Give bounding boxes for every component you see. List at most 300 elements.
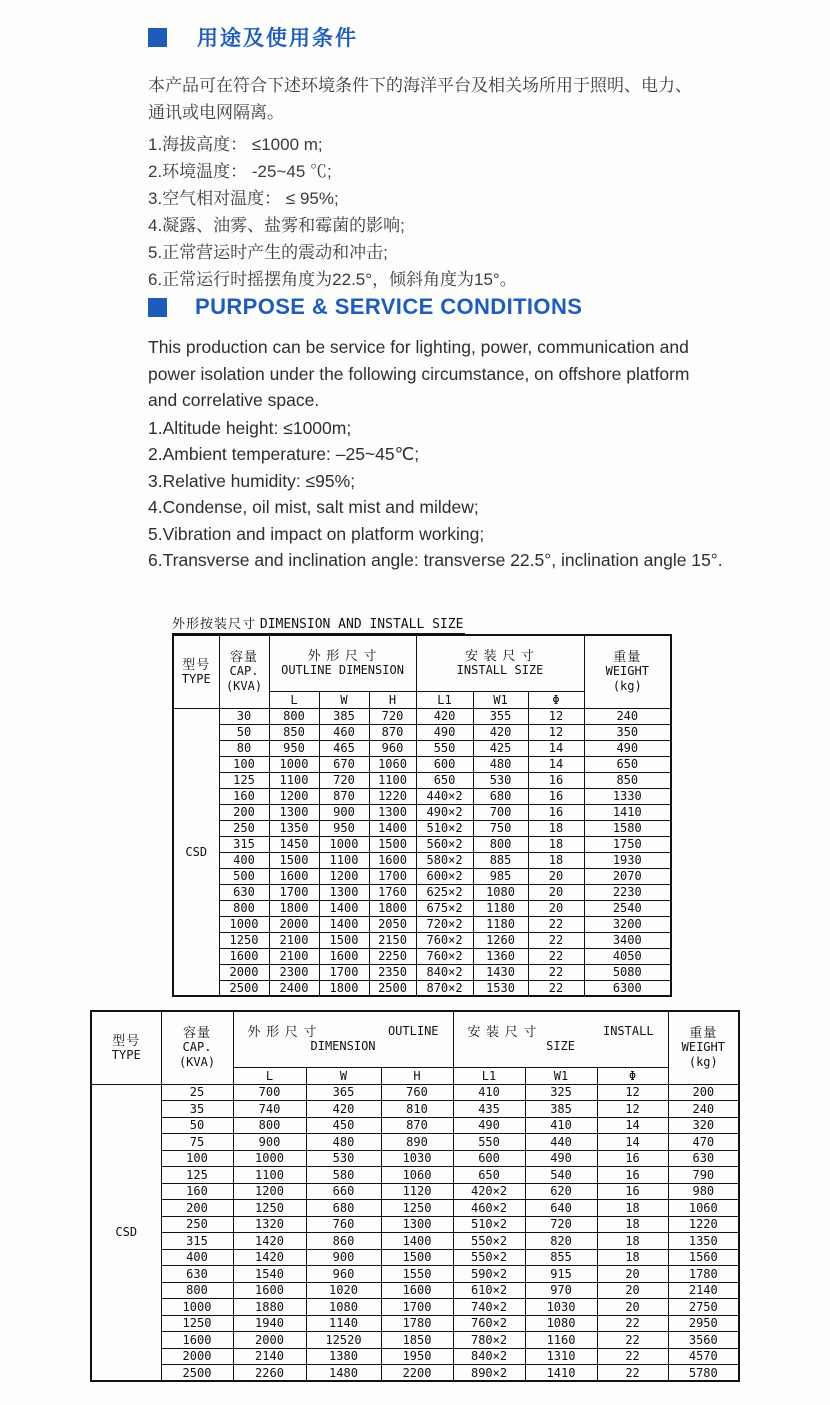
- table-cell: 440×2: [416, 788, 473, 804]
- table-cell: 365: [306, 1084, 381, 1101]
- table-cell: 470: [668, 1134, 739, 1151]
- table-cell: 22: [528, 916, 584, 932]
- table-cell: 650: [584, 756, 671, 772]
- table-row: [91, 1183, 739, 1200]
- table-cell: 840×2: [453, 1348, 525, 1365]
- table-cell: 1700: [381, 1299, 453, 1316]
- table-cell: 1600: [319, 948, 369, 964]
- table-cell: 890×2: [453, 1365, 525, 1382]
- table-cell: 720: [525, 1216, 597, 1233]
- table-cell: 1030: [525, 1299, 597, 1316]
- table-cell: 1500: [269, 852, 319, 868]
- table-cell: 1200: [269, 788, 319, 804]
- dimension-table-1: [172, 615, 672, 997]
- table-cell: 20: [528, 868, 584, 884]
- table-cell: 970: [525, 1282, 597, 1299]
- table-cell: 680: [306, 1200, 381, 1217]
- table-cell: 780×2: [453, 1332, 525, 1349]
- col-header-install: 安 装 尺 寸 INSTALL SIZE: [453, 1011, 668, 1067]
- table-cell: 410: [453, 1084, 525, 1101]
- table-cell: 870: [319, 788, 369, 804]
- table-cell: 885: [473, 852, 528, 868]
- table-row: [173, 900, 671, 916]
- table-cell: 720×2: [416, 916, 473, 932]
- table-row: [91, 1117, 739, 1134]
- table-row: [91, 1315, 739, 1332]
- table-cell: 800: [219, 900, 269, 916]
- table-row: [91, 1348, 739, 1365]
- table-cell: 1560: [668, 1249, 739, 1266]
- table-cell: 1950: [381, 1348, 453, 1365]
- table-cell: 820: [525, 1233, 597, 1250]
- table-row: [173, 964, 671, 980]
- table-cell: 2500: [219, 980, 269, 996]
- table-cell: 12520: [306, 1332, 381, 1349]
- table-row: [173, 836, 671, 852]
- table-row: [173, 740, 671, 756]
- table1-body: [173, 708, 671, 996]
- col-header-H: H: [381, 1067, 453, 1084]
- table-cell: 22: [528, 948, 584, 964]
- table-cell: 22: [528, 964, 584, 980]
- col-header-weight: 重量 WEIGHT (kg): [668, 1011, 739, 1084]
- table-cell: 420×2: [453, 1183, 525, 1200]
- section-title-cn: 用途及使用条件: [197, 27, 358, 50]
- table-cell: 760×2: [416, 932, 473, 948]
- col-header-capacity: 容量 CAP. (KVA): [219, 635, 269, 708]
- table-cell: 490: [525, 1150, 597, 1167]
- col-header-W: W: [319, 691, 369, 708]
- table-cell: 800: [161, 1282, 233, 1299]
- section-heading-en: [148, 294, 788, 320]
- table-cell: 2100: [269, 948, 319, 964]
- table-cell: 1220: [369, 788, 416, 804]
- table-row: [173, 788, 671, 804]
- table-cell: 1080: [306, 1299, 381, 1316]
- table-cell: 1780: [668, 1266, 739, 1283]
- table-cell: 400: [219, 852, 269, 868]
- table-row: [91, 1167, 739, 1184]
- table-cell: 1350: [269, 820, 319, 836]
- table-row: [91, 1101, 739, 1118]
- table-row: [173, 772, 671, 788]
- table-cell: 1080: [473, 884, 528, 900]
- table-cell: 1080: [525, 1315, 597, 1332]
- table-cell: 750: [473, 820, 528, 836]
- table-cell: 1530: [473, 980, 528, 996]
- table-cell: 1260: [473, 932, 528, 948]
- table2-body: [91, 1084, 739, 1381]
- table-cell: 250: [161, 1216, 233, 1233]
- text-line: 2.环境温度： -25~45 ℃;: [148, 162, 332, 181]
- table-cell: 1500: [319, 932, 369, 948]
- table-cell: 2230: [584, 884, 671, 900]
- table-cell: 2150: [369, 932, 416, 948]
- table-cell: 960: [306, 1266, 381, 1283]
- table-cell: 75: [161, 1134, 233, 1151]
- table-cell: 50: [161, 1117, 233, 1134]
- table-row: [173, 756, 671, 772]
- table-cell: 100: [161, 1150, 233, 1167]
- table-cell: 1400: [319, 900, 369, 916]
- table-cell: 1000: [219, 916, 269, 932]
- table-row: [173, 852, 671, 868]
- table-cell: 490: [453, 1117, 525, 1134]
- col-header-weight: 重量 WEIGHT (kg): [584, 635, 671, 708]
- table-cell: 385: [525, 1101, 597, 1118]
- section-heading-cn: [148, 22, 748, 52]
- table-cell: 1600: [381, 1282, 453, 1299]
- table-cell: 20: [597, 1299, 668, 1316]
- col-header-W1: W1: [473, 691, 528, 708]
- text-line: 3.Relative humidity: ≤95%;: [148, 470, 356, 491]
- table-cell: 1140: [306, 1315, 381, 1332]
- table-cell: 125: [161, 1167, 233, 1184]
- table-cell: 560×2: [416, 836, 473, 852]
- table-cell: 490: [584, 740, 671, 756]
- table-cell: 18: [597, 1233, 668, 1250]
- table-cell: 16: [528, 788, 584, 804]
- table-cell: 1540: [233, 1266, 306, 1283]
- table-cell: 550×2: [453, 1233, 525, 1250]
- section-purpose-cn: [148, 22, 748, 293]
- table-row: [91, 1282, 739, 1299]
- table-cell: 18: [597, 1216, 668, 1233]
- table-cell: 1000: [269, 756, 319, 772]
- table-cell: 14: [528, 740, 584, 756]
- type-label-cell: CSD: [173, 708, 219, 996]
- table-row: [91, 1266, 739, 1283]
- table-cell: 18: [597, 1200, 668, 1217]
- table-cell: 1220: [668, 1216, 739, 1233]
- table-cell: 650: [453, 1167, 525, 1184]
- table-cell: 1180: [473, 916, 528, 932]
- table-row: [91, 1134, 739, 1151]
- table-cell: 600: [453, 1150, 525, 1167]
- table-cell: 870×2: [416, 980, 473, 996]
- table-cell: 450: [306, 1117, 381, 1134]
- text-line: and correlative space.: [148, 390, 320, 410]
- table-cell: 640: [525, 1200, 597, 1217]
- table-cell: 800: [473, 836, 528, 852]
- table-cell: 530: [473, 772, 528, 788]
- table-cell: 400: [161, 1249, 233, 1266]
- table-cell: 855: [525, 1249, 597, 1266]
- table-cell: 30: [219, 708, 269, 724]
- table-cell: 12: [597, 1084, 668, 1101]
- table-cell: 2000: [233, 1332, 306, 1349]
- table-cell: 1420: [233, 1233, 306, 1250]
- table-cell: 1120: [381, 1183, 453, 1200]
- table-cell: 630: [219, 884, 269, 900]
- table-cell: 980: [668, 1183, 739, 1200]
- text-line: 4.凝露、油雾、盐雾和霉菌的影响;: [148, 216, 405, 235]
- table-cell: 630: [668, 1150, 739, 1167]
- table-cell: 2750: [668, 1299, 739, 1316]
- table-row: [91, 1249, 739, 1266]
- table-cell: 200: [668, 1084, 739, 1101]
- table-cell: 1100: [369, 772, 416, 788]
- table-cell: 680: [473, 788, 528, 804]
- dimension-table-2: [90, 1010, 738, 1382]
- table-cell: 2300: [269, 964, 319, 980]
- table-cell: 2250: [369, 948, 416, 964]
- table-row: [91, 1216, 739, 1233]
- table-row: [173, 948, 671, 964]
- table-cell: 1780: [381, 1315, 453, 1332]
- table-cell: 1700: [369, 868, 416, 884]
- table-cell: 22: [597, 1332, 668, 1349]
- table-cell: 22: [528, 980, 584, 996]
- table-cell: 1060: [668, 1200, 739, 1217]
- table-row: [91, 1299, 739, 1316]
- table-cell: 1420: [233, 1249, 306, 1266]
- table-cell: 6300: [584, 980, 671, 996]
- table-cell: 4050: [584, 948, 671, 964]
- text-line: 通讯或电网隔离。: [148, 103, 284, 122]
- table-cell: 760: [381, 1084, 453, 1101]
- table-cell: 315: [219, 836, 269, 852]
- table-cell: 14: [597, 1134, 668, 1151]
- text-line: 6.正常运行时摇摆角度为22.5°，倾斜角度为15°。: [148, 270, 517, 289]
- table-cell: 700: [473, 804, 528, 820]
- table-cell: 2140: [233, 1348, 306, 1365]
- table-cell: 1030: [381, 1150, 453, 1167]
- table-cell: 420: [306, 1101, 381, 1118]
- col-header-capacity: 容量 CAP. (KVA): [161, 1011, 233, 1084]
- table-cell: 760×2: [453, 1315, 525, 1332]
- table-cell: 440: [525, 1134, 597, 1151]
- table-cell: 2350: [369, 964, 416, 980]
- col-header-W: W: [306, 1067, 381, 1084]
- table-cell: 1200: [233, 1183, 306, 1200]
- table-cell: 950: [269, 740, 319, 756]
- text-line: This production can be service for lighting, power, communication and: [148, 337, 689, 357]
- table1-title: [172, 615, 465, 634]
- table-cell: 550: [416, 740, 473, 756]
- table-cell: 1850: [381, 1332, 453, 1349]
- text-line: 5.Vibration and impact on platform working;: [148, 523, 485, 544]
- blue-square-bullet-icon: [148, 298, 167, 317]
- text-line: power isolation under the following circumstance, on offshore platform: [148, 363, 690, 384]
- table-cell: 1100: [269, 772, 319, 788]
- table-cell: 550: [453, 1134, 525, 1151]
- table-cell: 1000: [319, 836, 369, 852]
- table-cell: 14: [528, 756, 584, 772]
- section-title-en: PURPOSE & SERVICE CONDITIONS: [195, 294, 583, 319]
- table-cell: 160: [219, 788, 269, 804]
- table-cell: 1880: [233, 1299, 306, 1316]
- table-cell: 1410: [584, 804, 671, 820]
- text-line: 3.空气相对温度： ≤ 95%;: [148, 189, 339, 208]
- table-cell: 1020: [306, 1282, 381, 1299]
- table-cell: 12: [528, 708, 584, 724]
- table-cell: 800: [233, 1117, 306, 1134]
- table-cell: 420: [416, 708, 473, 724]
- table-cell: 240: [584, 708, 671, 724]
- table-cell: 16: [597, 1150, 668, 1167]
- col-header-type: 型号 TYPE: [91, 1011, 161, 1084]
- table-cell: 18: [528, 820, 584, 836]
- text-line: 1.海拔高度： ≤1000 m;: [148, 135, 323, 154]
- table-cell: 800: [269, 708, 319, 724]
- table-cell: 1500: [381, 1249, 453, 1266]
- table-cell: 1320: [233, 1216, 306, 1233]
- table-cell: 16: [528, 772, 584, 788]
- table-row: [173, 820, 671, 836]
- table-cell: 460: [319, 724, 369, 740]
- table-cell: 900: [319, 804, 369, 820]
- table-row: [91, 1084, 739, 1101]
- table-cell: 960: [369, 740, 416, 756]
- text-line: 4.Condense, oil mist, salt mist and mildew;: [148, 497, 479, 517]
- table-cell: 1600: [219, 948, 269, 964]
- table-cell: 1480: [306, 1365, 381, 1382]
- table-cell: 490×2: [416, 804, 473, 820]
- table-cell: 550×2: [453, 1249, 525, 1266]
- type-label-cell: CSD: [91, 1084, 161, 1381]
- table-cell: 600×2: [416, 868, 473, 884]
- table-cell: 480: [306, 1134, 381, 1151]
- table-cell: 810: [381, 1101, 453, 1118]
- table-cell: 18: [597, 1249, 668, 1266]
- table-cell: 5780: [668, 1365, 739, 1382]
- blue-square-bullet-icon: [148, 28, 167, 47]
- table-cell: 700: [233, 1084, 306, 1101]
- table-cell: 2200: [381, 1365, 453, 1382]
- col-header-H: H: [369, 691, 416, 708]
- col-header-outline: 外 形 尺 寸 OUTLINE DIMENSION: [233, 1011, 453, 1067]
- table-cell: 2260: [233, 1365, 306, 1382]
- table-cell: 2000: [269, 916, 319, 932]
- table-cell: 22: [597, 1348, 668, 1365]
- table-cell: 985: [473, 868, 528, 884]
- table-cell: 4570: [668, 1348, 739, 1365]
- table-cell: 580: [306, 1167, 381, 1184]
- table-cell: 600: [416, 756, 473, 772]
- table-cell: 20: [528, 884, 584, 900]
- table-row: [91, 1332, 739, 1349]
- table-cell: 650: [416, 772, 473, 788]
- table-cell: 1580: [584, 820, 671, 836]
- table-row: [173, 724, 671, 740]
- table-cell: 3560: [668, 1332, 739, 1349]
- col-header-phi: Φ: [528, 691, 584, 708]
- table-cell: 200: [161, 1200, 233, 1217]
- table-cell: 1400: [319, 916, 369, 932]
- table-row: [91, 1150, 739, 1167]
- table-cell: 740: [233, 1101, 306, 1118]
- table-cell: 1760: [369, 884, 416, 900]
- table-cell: 1450: [269, 836, 319, 852]
- table-cell: 1700: [319, 964, 369, 980]
- table-cell: 5080: [584, 964, 671, 980]
- table-cell: 320: [668, 1117, 739, 1134]
- table-cell: 16: [528, 804, 584, 820]
- table-cell: 660: [306, 1183, 381, 1200]
- table-row: [173, 708, 671, 724]
- table-cell: 385: [319, 708, 369, 724]
- table-cell: 1800: [319, 980, 369, 996]
- table-cell: 1100: [233, 1167, 306, 1184]
- table-cell: 1250: [219, 932, 269, 948]
- table-cell: 410: [525, 1117, 597, 1134]
- table-row: [173, 868, 671, 884]
- table1-title-cn: 外形按装尺寸: [172, 616, 257, 631]
- intro-paragraph-cn: [148, 72, 748, 126]
- table-cell: 160: [161, 1183, 233, 1200]
- table-cell: 20: [597, 1282, 668, 1299]
- table-cell: 630: [161, 1266, 233, 1283]
- table-cell: 1300: [369, 804, 416, 820]
- table-cell: 420: [473, 724, 528, 740]
- table-cell: 1430: [473, 964, 528, 980]
- table-cell: 1800: [369, 900, 416, 916]
- table-cell: 1400: [369, 820, 416, 836]
- table-cell: 350: [584, 724, 671, 740]
- table-cell: 2050: [369, 916, 416, 932]
- table-cell: 530: [306, 1150, 381, 1167]
- table-cell: 20: [528, 900, 584, 916]
- table-cell: 1200: [319, 868, 369, 884]
- table-row: [173, 980, 671, 996]
- table-row: [173, 884, 671, 900]
- table-cell: 720: [319, 772, 369, 788]
- table-cell: 22: [597, 1315, 668, 1332]
- table-cell: 1600: [161, 1332, 233, 1349]
- table-cell: 425: [473, 740, 528, 756]
- table-cell: 22: [528, 932, 584, 948]
- table-cell: 1940: [233, 1315, 306, 1332]
- table-cell: 200: [219, 804, 269, 820]
- table-row: [173, 804, 671, 820]
- table-cell: 870: [381, 1117, 453, 1134]
- table-row: [91, 1233, 739, 1250]
- table-cell: 18: [528, 836, 584, 852]
- table-cell: 500: [219, 868, 269, 884]
- condition-list-cn: [148, 131, 748, 293]
- col-header-W1: W1: [525, 1067, 597, 1084]
- col-header-L1: L1: [453, 1067, 525, 1084]
- table-cell: 12: [597, 1101, 668, 1118]
- table-cell: 950: [319, 820, 369, 836]
- table-cell: 1600: [269, 868, 319, 884]
- table-cell: 1310: [525, 1348, 597, 1365]
- table-cell: 1180: [473, 900, 528, 916]
- condition-list-en: [148, 415, 788, 574]
- table-cell: 760: [306, 1216, 381, 1233]
- table-cell: 900: [233, 1134, 306, 1151]
- table-row: [173, 916, 671, 932]
- table-row: [173, 932, 671, 948]
- table-cell: 2070: [584, 868, 671, 884]
- table-cell: 675×2: [416, 900, 473, 916]
- table-cell: 2400: [269, 980, 319, 996]
- col-header-install: 安 装 尺 寸 INSTALL SIZE: [416, 635, 584, 691]
- table-cell: 3200: [584, 916, 671, 932]
- table-cell: 1250: [233, 1200, 306, 1217]
- table-cell: 1250: [381, 1200, 453, 1217]
- table-cell: 720: [369, 708, 416, 724]
- table-cell: 540: [525, 1167, 597, 1184]
- table-cell: 620: [525, 1183, 597, 1200]
- table-cell: 18: [528, 852, 584, 868]
- table-cell: 35: [161, 1101, 233, 1118]
- section-purpose-en: [148, 294, 788, 574]
- table-cell: 16: [597, 1183, 668, 1200]
- table-cell: 1700: [269, 884, 319, 900]
- table-cell: 915: [525, 1266, 597, 1283]
